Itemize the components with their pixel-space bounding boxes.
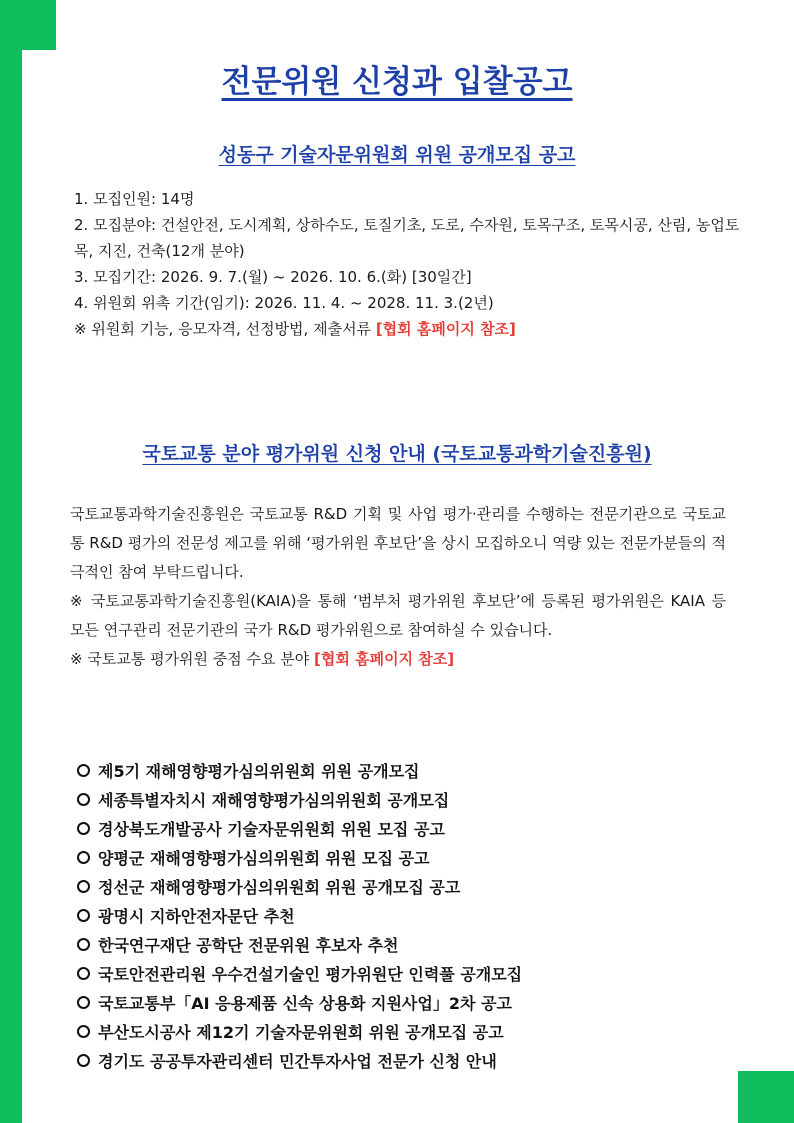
homepage-reference-link[interactable]: [협회 홈페이지 참조] (375, 320, 516, 338)
notice-label: 경상북도개발공사 기술자문위원회 위원 모집 공고 (98, 820, 445, 839)
top-left-green-block (0, 0, 56, 50)
circle-bullet-icon (77, 793, 90, 806)
section2-note-paragraph: ※ 국토교통과학기술진흥원(KAIA)을 통해 ‘범부처 평가위원 후보단’에 등록된 평가위원은 KAIA 등 모든 연구관리 전문기관의 국가 R&D 평가위원으로 참여하실 수 있습니다. (70, 592, 726, 639)
notice-label: 양평군 재해영향평가심의위원회 위원 모집 공고 (98, 849, 430, 868)
notice-item[interactable] (77, 1046, 737, 1075)
section2-body (70, 500, 726, 674)
list-item: 3. 모집기간: 2026. 9. 7.(월) ~ 2026. 10. 6.(화) [30일간] (74, 268, 472, 286)
notice-item[interactable] (77, 901, 737, 930)
circle-bullet-icon (77, 1025, 90, 1038)
bottom-right-green-block (738, 1071, 794, 1123)
section2-note (70, 645, 726, 674)
section1-list (74, 186, 740, 342)
circle-bullet-icon (77, 822, 90, 835)
section1-note (74, 316, 740, 342)
circle-bullet-icon (77, 967, 90, 980)
notice-label: 광명시 지하안전자문단 추천 (98, 907, 295, 926)
notice-label: 제5기 재해영향평가심의위원회 위원 공개모집 (98, 762, 420, 781)
homepage-reference-link[interactable]: [협회 홈페이지 참조] (314, 650, 455, 668)
circle-bullet-icon (77, 996, 90, 1009)
note-text: ※ 위원회 기능, 응모자격, 선정방법, 제출서류 (74, 320, 376, 338)
notice-item[interactable] (77, 959, 737, 988)
notice-label: 국토안전관리원 우수건설기술인 평가위원단 인력풀 공개모집 (98, 965, 523, 984)
notice-label: 경기도 공공투자관리센터 민간투자사업 전문가 신청 안내 (98, 1052, 497, 1071)
circle-bullet-icon (77, 1054, 90, 1067)
section2-title[interactable]: 국토교통 분야 평가위원 신청 안내 (국토교통과학기술진흥원) (142, 443, 652, 465)
notice-label: 정선군 재해영향평가심의위원회 위원 공개모집 공고 (98, 878, 461, 897)
notice-label: 한국연구재단 공학단 전문위원 후보자 추천 (98, 936, 399, 955)
page-title: 전문위원 신청과 입찰공고 (221, 64, 573, 100)
note-text: ※ 국토교통 평가위원 중점 수요 분야 (70, 650, 315, 668)
notice-item[interactable] (77, 988, 737, 1017)
circle-bullet-icon (77, 851, 90, 864)
list-item: 1. 모집인원: 14명 (74, 190, 195, 208)
circle-bullet-icon (77, 909, 90, 922)
notice-label: 부산도시공사 제12기 기술자문위원회 위원 공개모집 공고 (98, 1023, 504, 1042)
notice-item[interactable] (77, 756, 737, 785)
list-item: 4. 위원회 위촉 기간(임기): 2026. 11. 4. ~ 2028. 11. 3.(2년) (74, 294, 494, 312)
notice-item[interactable] (77, 843, 737, 872)
circle-bullet-icon (77, 938, 90, 951)
circle-bullet-icon (77, 764, 90, 777)
notice-item[interactable] (77, 785, 737, 814)
notice-item[interactable] (77, 1017, 737, 1046)
notice-item[interactable] (77, 814, 737, 843)
section1-title[interactable]: 성동구 기술자문위원회 위원 공개모집 공고 (218, 144, 576, 166)
notice-item[interactable] (77, 930, 737, 959)
list-item: 2. 모집분야: 건설안전, 도시계획, 상하수도, 토질기초, 도로, 수자원, 토목구조, 토목시공, 산림, 농업토목, 지진, 건축(12개 분야) (74, 216, 740, 260)
notice-label: 국토교통부「AI 응용제품 신속 상용화 지원사업」2차 공고 (98, 994, 512, 1013)
notice-label: 세종특별자치시 재해영향평가심의위원회 공개모집 (98, 791, 450, 810)
left-green-bar (0, 0, 22, 1123)
section2-paragraph: 국토교통과학기술진흥원은 국토교통 R&D 기획 및 사업 평가·관리를 수행하는 전문기관으로 국토교통 R&D 평가의 전문성 제고를 위해 ‘평가위원 후보단’을 상시 모집하오니 역량 있는 전문가분들의 적극적인 참여 부탁드립니다. (70, 505, 726, 581)
circle-bullet-icon (77, 880, 90, 893)
notice-list (77, 756, 737, 1075)
notice-item[interactable] (77, 872, 737, 901)
